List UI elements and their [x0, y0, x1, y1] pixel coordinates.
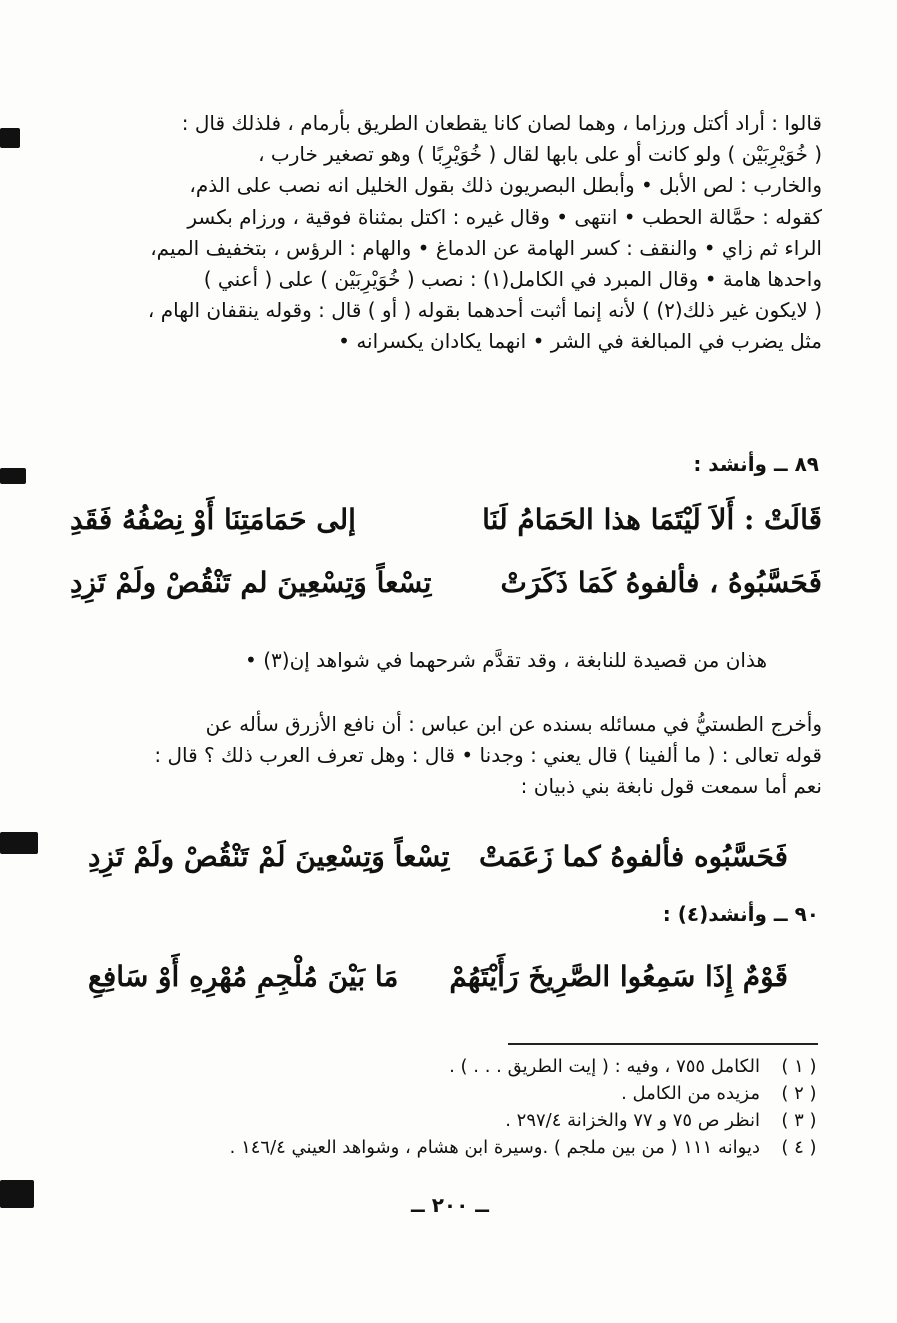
quoted-verse	[70, 840, 822, 900]
verse-first-hemistich: قَالَتْ : أَلاَ لَيْتَمَا هذا الحَمَامُ لَنَا	[482, 503, 822, 536]
paragraph-1	[70, 108, 822, 358]
shahid-heading-89: ٨٩ ــ وأنشد :	[693, 452, 819, 476]
scan-mark	[0, 1180, 34, 1208]
verse-second-hemistich: مَا بَيْنَ مُلْجِمِ مُهْرِهِ أَوْ سَافِعِ	[88, 960, 399, 993]
verse-89-line-2	[70, 566, 822, 626]
text-line: نعم أما سمعت قول نابغة بني ذبيان :	[520, 774, 822, 799]
text-line: والخارب : لص الأبل • وأبطل البصريون ذلك بقول الخليل انه نصب على الذم،	[189, 173, 822, 198]
footnote-text: مزيده من الكامل .	[621, 1083, 760, 1104]
footnote-number: ( ١ )	[781, 1056, 817, 1077]
footnote-text: انظر ص ٧٥ و ٧٧ والخزانة ٢٩٧/٤ .	[505, 1110, 760, 1131]
scan-mark	[0, 468, 26, 484]
footnote-2	[70, 1083, 817, 1105]
footnote-text: ديوانه ١١١ ( من بين ملجم ) .وسيرة ابن هشام ، وشواهد العيني ١٤٦/٤ .	[229, 1137, 760, 1158]
text-line: ( خُوَيْرِبَيْن ) ولو كانت أو على بابها لقال ( خُوَيْرِبًا ) وهو تصغير خارب ،	[258, 142, 822, 167]
shahid-heading-90: ٩٠ ــ وأنشد(٤) :	[662, 902, 819, 926]
footnote-number: ( ٢ )	[781, 1083, 817, 1104]
footnote-4	[70, 1137, 817, 1159]
paragraph-2	[70, 709, 822, 803]
footnote-number: ( ٤ )	[781, 1137, 817, 1158]
verse-first-hemistich: فَحَسَّبُوه فألفوهُ كما زَعَمَتْ	[479, 840, 788, 873]
footnote-number: ( ٣ )	[781, 1110, 817, 1131]
text-line: الراء ثم زاي • والنقف : كسر الهامة عن الدماغ • والهام : الرؤس ، بتخفيف الميم،	[150, 235, 822, 260]
text-line: قوله تعالى : ( ما ألفينا ) قال يعني : وجدنا • قال : وهل تعرف العرب ذلك ؟ قال :	[154, 743, 822, 768]
page-number: ــ ٢٠٠ ــ	[411, 1193, 489, 1217]
text-line: كقوله : حمَّالة الحطب • انتهى • وقال غيره : اكتل بمثناة فوقية ، ورزام بكسر	[187, 204, 822, 229]
verse-second-hemistich: تِسْعاً وَتِسْعِينَ لَمْ تَنْقُصْ ولَمْ تَزِدِ	[88, 840, 450, 873]
footnote-3	[70, 1110, 817, 1132]
footnote-divider	[508, 1043, 818, 1045]
text-line: ( لايكون غير ذلك(٢) ) لأنه إنما أثبت أحدهما بقوله ( أو ) قال : وقوله ينقفان الهام ،	[147, 298, 822, 323]
scan-mark	[0, 128, 20, 148]
text-line: مثل يضرب في المبالغة في الشر • انهما يكادان يكسرانه •	[338, 329, 822, 354]
footnote-text: الكامل ٧٥٥ ، وفيه : ( إيت الطريق . . . ) .	[449, 1056, 760, 1077]
verse-first-hemistich: قَوْمٌ إِذَا سَمِعُوا الصَّرِيخَ رَأَيْتَهُمْ	[449, 960, 788, 993]
text-line: واحدها هامة • وقال المبرد في الكامل(١) : نصب ( خُوَيْرِبَيْن ) على ( أعني )	[203, 267, 822, 292]
verse-89-note: هذان من قصيدة للنابغة ، وقد تقدَّم شرحهما في شواهد إن(٣) •	[245, 648, 767, 672]
verse-90	[70, 960, 822, 1020]
text-line: وأخرج الطستيُّ في مسائله بسنده عن ابن عباس : أن نافع الأزرق سأله عن	[205, 712, 822, 736]
verse-89-line-1	[70, 503, 822, 563]
text-line: قالوا : أراد أكتل ورزاما ، وهما لصان كانا يقطعان الطريق بأرمام ، فلذلك قال :	[181, 111, 822, 135]
footnote-1	[70, 1056, 817, 1078]
scan-mark	[0, 832, 38, 854]
verse-second-hemistich: إلى حَمَامَتِنَا أَوْ نِصْفُهُ فَقَدِ	[70, 503, 356, 536]
verse-first-hemistich: فَحَسَّبُوهُ ، فألفوهُ كَمَا ذَكَرَتْ	[500, 566, 822, 599]
verse-second-hemistich: تِسْعاً وَتِسْعِينَ لم تَنْقُصْ ولَمْ تَزِدِ	[70, 566, 432, 599]
